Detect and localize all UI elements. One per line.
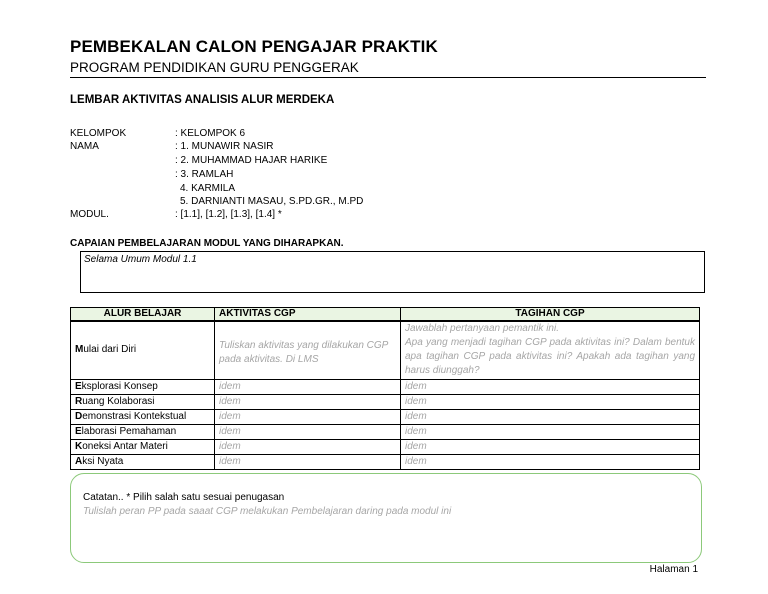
- stage-name: emonstrasi Kontekstual: [82, 410, 187, 422]
- aktivitas-cell[interactable]: idem: [215, 394, 401, 409]
- aktivitas-cell[interactable]: idem: [215, 409, 401, 424]
- nama-label: NAMA: [70, 141, 99, 152]
- stage-name: uang Kolaborasi: [82, 395, 155, 407]
- stage-initial: R: [75, 395, 83, 407]
- stage-cell: [71, 424, 215, 439]
- aktivitas-cell[interactable]: idem: [215, 379, 401, 394]
- stage-name: oneksi Antar Materi: [82, 440, 168, 452]
- table-row: [71, 454, 700, 469]
- stage-cell: [71, 409, 215, 424]
- table-row: [71, 394, 700, 409]
- tagihan-cell[interactable]: [401, 321, 700, 379]
- stage-initial: A: [75, 455, 83, 467]
- alur-table: [70, 307, 700, 470]
- aktivitas-cell[interactable]: idem: [215, 439, 401, 454]
- stage-cell: [71, 394, 215, 409]
- modul-value: : [1.1], [1.2], [1.3], [1.4] *: [175, 209, 282, 220]
- tagihan-cell[interactable]: idem: [401, 454, 700, 469]
- sheet-title: LEMBAR AKTIVITAS ANALISIS ALUR MERDEKA: [70, 94, 335, 106]
- aktivitas-cell[interactable]: idem: [215, 454, 401, 469]
- capaian-heading: CAPAIAN PEMBELAJARAN MODUL YANG DIHARAPKAN.: [70, 238, 344, 249]
- tagihan-line-1: Jawablah pertanyaan pemantik ini.: [405, 323, 559, 335]
- stage-name: ksi Nyata: [82, 455, 124, 467]
- nama-value-4: 4. KARMILA: [180, 183, 236, 194]
- table-row: [71, 439, 700, 454]
- aktivitas-cell[interactable]: idem: [215, 424, 401, 439]
- capaian-textbox[interactable]: [80, 251, 705, 293]
- table-row: [71, 409, 700, 424]
- nama-value-2: : 2. MUHAMMAD HAJAR HARIKE: [175, 155, 328, 166]
- header-aktivitas-cgp: AKTIVITAS CGP: [215, 308, 401, 322]
- stage-name: ulai dari Diri: [83, 344, 137, 356]
- header-tagihan-cgp: TAGIHAN CGP: [401, 308, 700, 322]
- tagihan-cell[interactable]: idem: [401, 409, 700, 424]
- tagihan-cell[interactable]: idem: [401, 424, 700, 439]
- aktivitas-placeholder: Tuliskan aktivitas yang dilakukan CGP pada aktivitas. Di LMS: [219, 340, 388, 366]
- stage-name: laborasi Pemahaman: [81, 425, 177, 437]
- capaian-text: Selama Umum Modul 1.1: [84, 254, 197, 265]
- stage-initial: M: [75, 344, 84, 356]
- stage-name: ksplorasi Konsep: [81, 380, 158, 392]
- table-header-row: [71, 308, 700, 322]
- note-title: Catatan.. * Pilih salah satu sesuai penugasan: [83, 492, 285, 503]
- kelompok-label: KELOMPOK: [70, 128, 127, 139]
- modul-label: MODUL.: [70, 209, 109, 220]
- header-divider: [70, 77, 706, 78]
- tagihan-cell[interactable]: idem: [401, 379, 700, 394]
- stage-cell: [71, 454, 215, 469]
- table-row: [71, 321, 700, 379]
- tagihan-line-2: Apa yang menjadi tagihan CGP pada aktivitas ini? Dalam bentuk apa tagihan CGP pada aktivitas ini? Apakah ada tagihan yang harus diunggah?: [405, 337, 695, 377]
- stage-initial: E: [75, 380, 82, 392]
- note-box[interactable]: [70, 473, 702, 563]
- nama-value-5: 5. DARNIANTI MASAU, S.PD.GR., M.PD: [180, 196, 364, 207]
- header-alur-belajar: ALUR BELAJAR: [71, 308, 215, 322]
- stage-initial: D: [75, 410, 83, 422]
- kelompok-value: : KELOMPOK 6: [175, 128, 246, 139]
- nama-value-3: : 3. RAMLAH: [175, 169, 234, 180]
- stage-cell: [71, 379, 215, 394]
- stage-initial: E: [75, 425, 82, 437]
- stage-initial: K: [75, 440, 83, 452]
- nama-value-1: : 1. MUNAWIR NASIR: [175, 141, 274, 152]
- stage-cell: [71, 439, 215, 454]
- stage-cell: [71, 321, 215, 379]
- tagihan-cell[interactable]: idem: [401, 394, 700, 409]
- table-row: [71, 379, 700, 394]
- aktivitas-cell[interactable]: [215, 321, 401, 379]
- tagihan-cell[interactable]: idem: [401, 439, 700, 454]
- document-subtitle: PROGRAM PENDIDIKAN GURU PENGGERAK: [70, 60, 359, 75]
- table-row: [71, 424, 700, 439]
- document-title: PEMBEKALAN CALON PENGAJAR PRAKTIK: [70, 37, 438, 56]
- page-number: Halaman 1: [649, 564, 698, 575]
- note-placeholder: Tulislah peran PP pada saaat CGP melakukan Pembelajaran daring pada modul ini: [83, 506, 452, 517]
